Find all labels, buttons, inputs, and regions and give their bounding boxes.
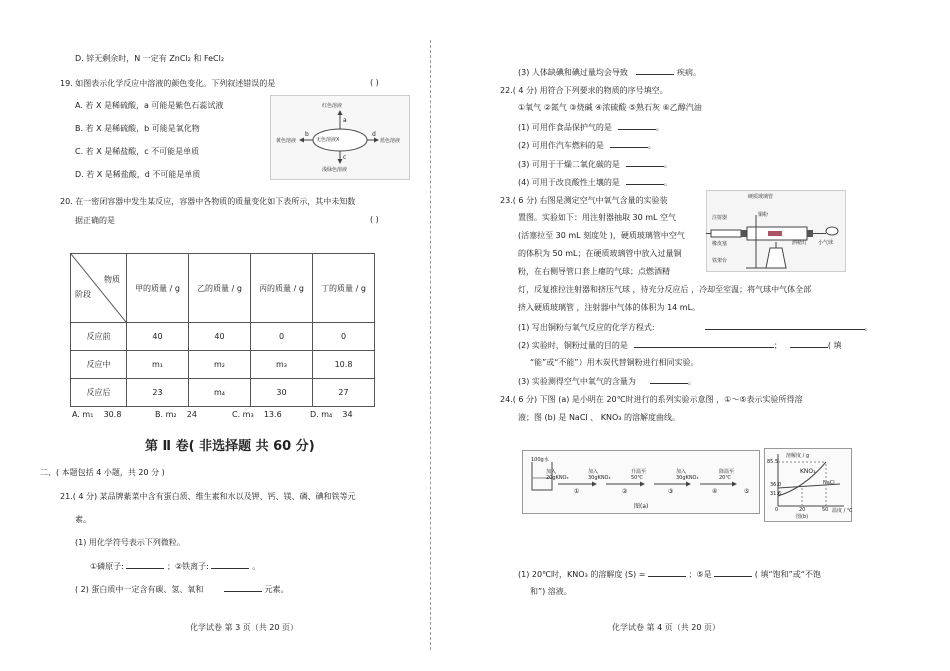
q21-part2: ( 2) 蛋白质中一定含有碳、氢、氧和 元素。 <box>75 585 289 594</box>
q23-part2: (2) 实验时，铜粉过量的目的是 ； ( 填 <box>518 341 842 350</box>
mass-table <box>70 253 375 407</box>
q22-part4: (4) 可用于改良酸性土壤的是 。 <box>518 178 672 187</box>
diagram-right: 蓝色溶液 <box>380 138 401 144</box>
q21-stem-2: 素。 <box>75 515 91 524</box>
section-2-head: 二、( 本题包括 4 小题，共 20 分 ) <box>40 468 165 477</box>
fig-a-step-3: 升温至 50℃ <box>631 469 647 481</box>
q22-blank-2[interactable] <box>610 139 648 148</box>
fig-a-n1: ① <box>574 488 580 495</box>
label-alcohol-lamp: 酒精灯 <box>792 240 808 246</box>
fig-a-n2: ② <box>622 488 628 495</box>
q22-blank-4[interactable] <box>626 176 664 185</box>
q19-stem: 19. 如图表示化学反应中溶液的颜色变化。下列叙述错误的是 <box>60 79 276 88</box>
q22-part3: (3) 可用于干燥二氧化碳的是 。 <box>518 160 672 169</box>
fig-a-step-1: 加入 20gKNO₃ <box>546 469 569 481</box>
q22-items: ①氧气 ②氮气 ③烧碱 ④浓硫酸 ⑤熟石灰 ⑥乙醇汽油 <box>518 103 702 112</box>
diagram-top: 红色溶液 <box>322 103 343 109</box>
footer-page-4: 化学试卷 第 4 页（共 20 页） <box>612 623 720 632</box>
q24-part1: (1) 20℃时，KNO₃ 的溶解度 (S) = ；⑤是 ( 填“饱和”或“不饱 <box>518 570 821 579</box>
fig-b-ylabel: 溶解度 / g <box>786 453 810 459</box>
q23-line-2: 置图。实验如下：用注射器抽取 30 mL 空气 <box>518 213 677 222</box>
q19-option-b: B. 若 X 是稀硫酸，b 可能是氧化物 <box>75 124 200 133</box>
q23-part1: (1) 写出铜粉与氧气反应的化学方程式: 。 <box>518 323 873 332</box>
q23-part2-cont: “能”或“不能”）用木炭代替铜粉进行相同实验。 <box>530 358 699 367</box>
q19-option-c: C. 若 X 是稀盐酸，c 不可能是单质 <box>75 147 200 156</box>
q18-option-d: D. 锌无剩余时，N 一定有 ZnCl₂ 和 FeCl₂ <box>75 54 225 63</box>
corner-bottom: 阶段 <box>75 290 91 299</box>
kno3-solubility-blank[interactable] <box>648 568 686 577</box>
fig-b-caption: 图(b) <box>796 514 809 520</box>
diagram-left: 黄色溶液 <box>276 138 297 144</box>
header-bing: 丙的质量 / g <box>251 254 313 323</box>
disease-blank[interactable] <box>636 66 674 75</box>
header-yi: 乙的质量 / g <box>189 254 251 323</box>
label-iron-stand: 铁架台 <box>712 258 728 264</box>
fig-a-step-5: 降温至 20℃ <box>719 469 735 481</box>
fig-b-v3: 31.6 <box>770 491 782 497</box>
header-ding: 丁的质量 / g <box>313 254 375 323</box>
header-jia: 甲的质量 / g <box>127 254 189 323</box>
fig-b-x50: 50 <box>822 507 829 513</box>
q21-stem: 21.( 4 分) 某品牌紫菜中含有蛋白质、维生素和水以及钾、钙、镁、磷、碘和铁等元 <box>60 492 356 501</box>
fig-a-n4: ④ <box>712 488 718 495</box>
q22-blank-3[interactable] <box>626 158 664 167</box>
q22-blank-1[interactable] <box>618 121 656 130</box>
fig-b-nacl: NaCl <box>823 480 835 486</box>
element-blank[interactable] <box>224 583 262 592</box>
label-stopper: 橡皮塞 <box>712 241 728 247</box>
q20-option-a: A. m₁ 30.8 <box>72 410 122 419</box>
q23-line-5: 粉，在右侧导管口套上瘪的气球；点燃酒精 <box>518 267 670 276</box>
fig-a-step-2: 加入 30gKNO₃ <box>588 469 611 481</box>
q23-equation-blank[interactable] <box>705 321 865 330</box>
fig-b-v2: 36.0 <box>770 482 782 488</box>
q21-part3: (3) 人体缺碘和碘过量均会导致 疾病。 <box>518 68 701 77</box>
q19-answer-paren: ( ) <box>370 78 379 87</box>
q22-part2: (2) 可用作汽车燃料的是 。 <box>518 141 656 150</box>
fig-b-v1: 85.5 <box>767 459 779 465</box>
diagram-b: b <box>305 131 309 138</box>
fig-a-beaker: 100g水 <box>531 457 549 463</box>
q23-line-1: 23.( 6 分) 右图是测定空气中氧气含量的实验装 <box>500 196 668 205</box>
q23-purpose-blank[interactable] <box>634 339 774 348</box>
q23-line-4: 的体积为 50 mL；在硬质玻璃管中放入过量铜 <box>518 249 682 258</box>
phosphorus-atom-blank[interactable] <box>126 560 164 569</box>
diagram-bottom: 浅绿色溶液 <box>322 167 348 173</box>
iron-ion-blank[interactable] <box>211 560 249 569</box>
fig-b-x0: 0 <box>775 507 779 513</box>
table-row: 反应后 23 m₄ 30 27 <box>71 379 375 407</box>
diagram-c: c <box>343 154 347 161</box>
q24-line-1: 24.( 6 分) 下图 (a) 是小明在 20℃时进行的系列实验示意图 ，①～⑤表示实验所得溶 <box>500 395 803 404</box>
fig-a-n5: ⑤ <box>744 488 750 495</box>
q19-option-d: D. 若 X 是稀盐酸，d 不可能是单质 <box>75 170 201 179</box>
table-corner <box>71 254 127 323</box>
fig-b-kno3: KNO₃ <box>800 468 816 475</box>
q24-part1-cont: 和”) 溶液。 <box>530 587 572 596</box>
fig-a-step-4: 加入 30gKNO₃ <box>676 469 699 481</box>
q20-option-c: C. m₃ 13.6 <box>232 410 282 419</box>
q23-line-7: 挤入硬质玻璃管 ，注射器中气体的体积为 14 mL。 <box>518 303 701 312</box>
corner-top: 物质 <box>104 275 120 284</box>
q21-part1: (1) 用化学符号表示下列微粒。 <box>75 538 185 547</box>
footer-page-3: 化学试卷 第 3 页（共 20 页） <box>190 623 298 632</box>
q21-part1-line: ①磷原子: ；②铁离子: 。 <box>90 562 260 571</box>
label-syringe: 注射器 <box>712 215 728 221</box>
diagram-a: a <box>343 117 347 124</box>
diagram-center: 无色溶液X <box>316 137 340 143</box>
section-2-title: 第 Ⅱ 卷( 非选择题 共 60 分) <box>145 439 315 454</box>
fig-a-n3: ③ <box>668 488 674 495</box>
q23-part3: (3) 实验测得空气中氧气的含量为 。 <box>518 377 696 386</box>
fig-b-x20: 20 <box>799 507 806 513</box>
table-row: 反应前 40 40 0 0 <box>71 323 375 351</box>
label-hard-glass-tube: 硬质玻璃管 <box>748 194 774 200</box>
page-divider <box>430 40 431 650</box>
q23-line-6: 灯，反复推拉注射器和挤压气球 ，待充分反应后 ，冷却至室温；将气球中气体全部 <box>518 285 812 294</box>
fig-b-xlabel: 温度 / ℃ <box>832 508 853 514</box>
q20-stem: 20. 在一密闭容器中发生某反应，容器中各物质的质量变化如下表所示，其中未知数 <box>60 197 356 206</box>
diagram-d: d <box>372 131 376 138</box>
solution-5-blank[interactable] <box>714 568 752 577</box>
fig-a-caption: 图(a) <box>634 503 649 510</box>
q20-option-d: D. m₄ 34 <box>310 410 353 419</box>
table-row: 反应中 m₁ m₂ m₃ 10.8 <box>71 351 375 379</box>
q19-option-a: A. 若 X 是稀硫酸，a 可能是紫色石蕊试液 <box>75 101 224 110</box>
q20-answer-paren: ( ) <box>370 215 379 224</box>
q23-oxygen-blank[interactable] <box>650 375 688 384</box>
q20-option-b: B. m₂ 24 <box>155 410 197 419</box>
q20-stem-2: 据正确的是 <box>75 216 115 225</box>
q24-line-2: 液；图 (b) 是 NaCl 、 KNO₃ 的溶解度曲线。 <box>518 413 681 422</box>
q23-can-blank[interactable] <box>790 339 828 348</box>
q22-part1: (1) 可用作食品保护气的是 。 <box>518 123 664 132</box>
q23-line-3: (活塞拉至 30 mL 刻度处 )，硬质玻璃管中空气 <box>518 231 685 240</box>
label-copper-powder: 铜粉 <box>758 212 769 218</box>
q22-stem: 22.( 4 分) 用符合下列要求的物质的序号填空。 <box>500 86 668 95</box>
label-balloon: 小气球 <box>818 240 834 246</box>
